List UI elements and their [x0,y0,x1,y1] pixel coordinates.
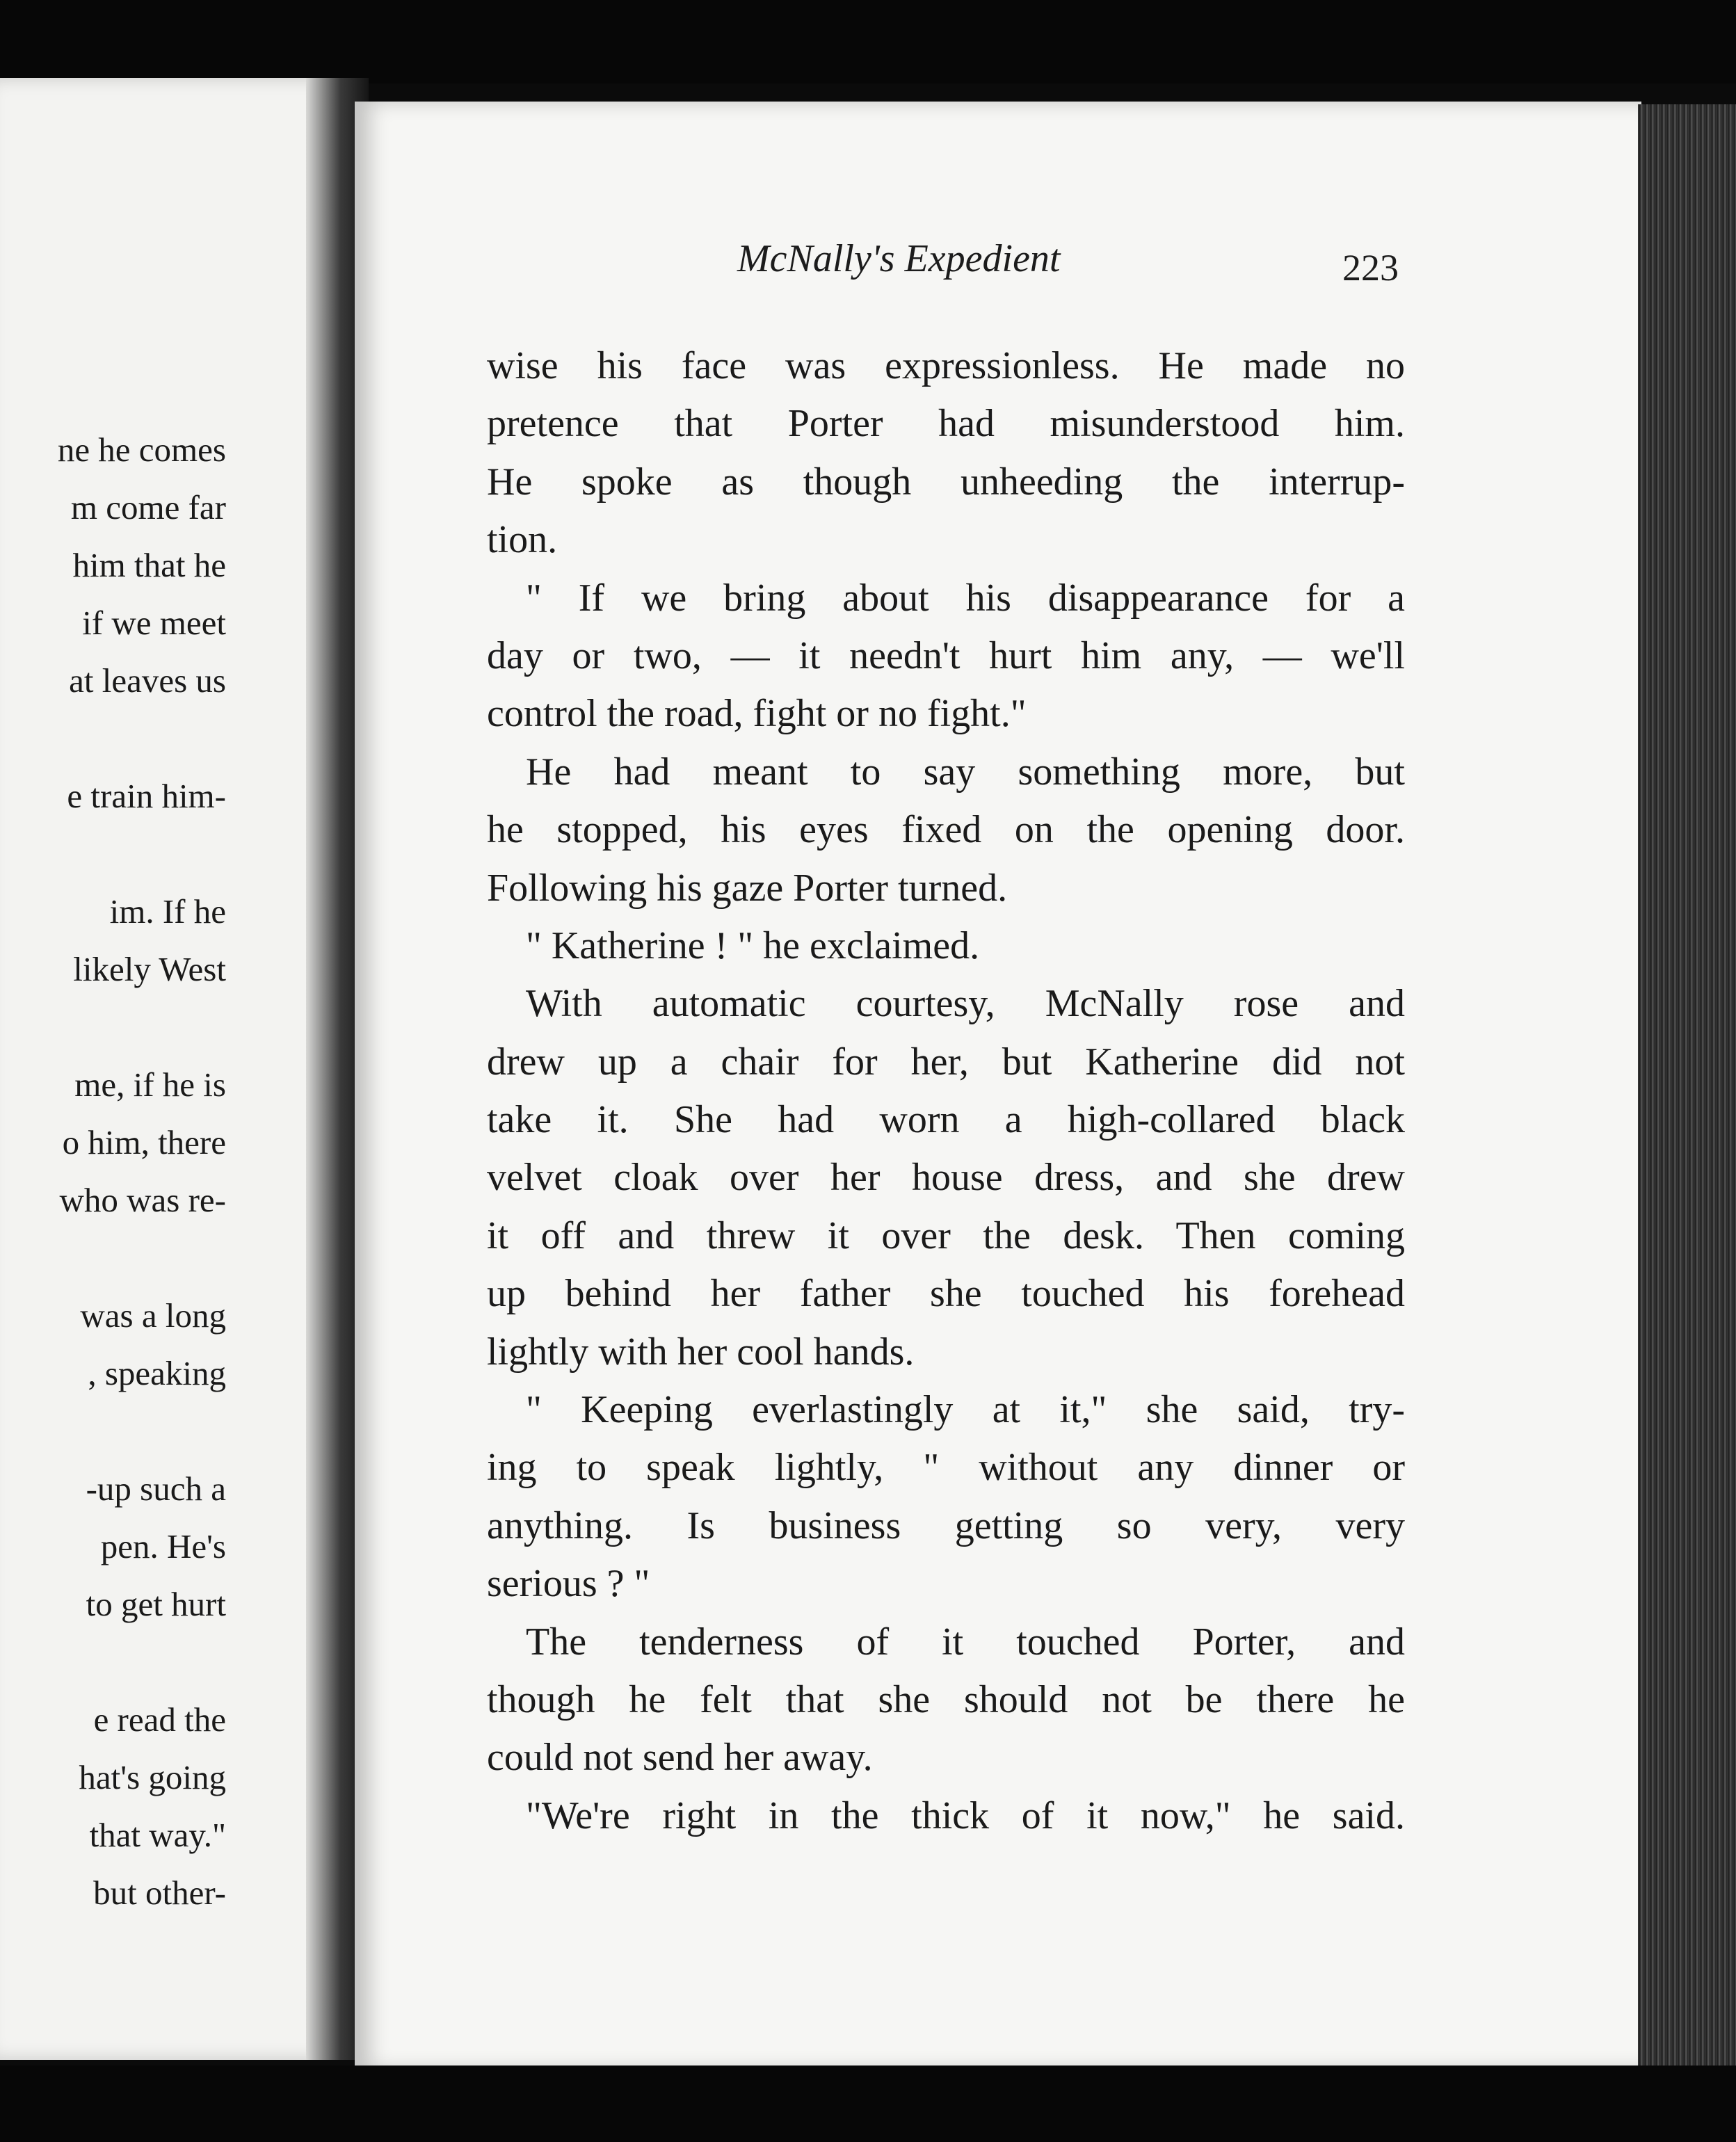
body-text-line: though he felt that she should not be there he [487,1677,1405,1721]
body-text-line: lightly with her cool hands. [487,1330,915,1374]
body-text-line: up behind her father she touched his forehead [487,1272,1405,1316]
body-text-line: " Keeping everlastingly at it," she said, try- [526,1388,1405,1432]
body-text-line: tion. [487,518,558,562]
left-page-line: at leaves us [69,661,226,700]
body-text-line: could not send her away. [487,1736,873,1780]
left-page-line: -up such a [86,1469,226,1508]
body-text-line: "We're right in the thick of it now," he said. [526,1794,1405,1837]
running-head: McNally's Expedient [737,237,1061,280]
left-page-line: that way." [89,1816,226,1854]
body-text-line: He spoke as though unheeding the interrup- [487,460,1405,504]
body-text-line: velvet cloak over her house dress, and she drew [487,1156,1405,1200]
left-page-line: , speaking [88,1354,226,1392]
body-text-line: He had meant to say something more, but [526,750,1405,794]
left-page-line [58,709,226,767]
body-text-line: take it. She had worn a high-collared black [487,1098,1405,1142]
body-text-line: anything. Is business getting so very, very [487,1504,1405,1547]
body-text-line: control the road, fight or no fight." [487,692,1027,736]
left-page-line [58,1402,226,1460]
body-text-line: drew up a chair for her, but Katherine did not [487,1040,1405,1084]
left-page-line: was a long [80,1296,226,1335]
left-page-line: m come far [70,488,226,526]
left-page-line: e train him- [67,777,226,815]
left-page-line [58,998,226,1056]
left-page-line: him that he [72,546,226,584]
left-page-line: pen. He's [100,1527,226,1565]
left-page-line [58,825,226,883]
body-text-line: Following his gaze Porter turned. [487,866,1008,910]
body-text-line: ing to speak lightly, " without any dinner or [487,1446,1405,1490]
scan-background-top [0,0,1736,83]
left-page-line [58,1229,226,1287]
scan-background-bottom [0,2066,1736,2142]
left-page-line: to get hurt [86,1585,226,1623]
body-text-line: it off and threw it over the desk. Then coming [487,1214,1405,1257]
body-text-line: serious ? " [487,1562,650,1606]
left-page-line: e read the [93,1700,226,1739]
body-text-line: With automatic courtesy, McNally rose and [526,982,1405,1026]
page-number: 223 [1342,247,1399,289]
body-text-line: The tenderness of it touched Porter, and [526,1620,1405,1664]
left-page-line: o him, there [62,1123,226,1161]
left-page-line: if we meet [82,604,226,642]
left-page-line [58,1633,226,1691]
left-page-line: but other- [93,1874,226,1912]
left-page-line: ne he comes [57,430,226,469]
body-text-line: " Katherine ! " he exclaimed. [526,924,980,967]
left-page-text [58,421,226,1922]
left-page [0,78,341,2060]
body-text-line: wise his face was expressionless. He made no [487,344,1405,387]
left-page-line: hat's going [79,1758,226,1796]
body-text-line: pretence that Porter had misunderstood him. [487,402,1405,446]
left-page-line: who was re- [59,1181,226,1219]
body-text-line: he stopped, his eyes fixed on the opening door. [487,808,1405,852]
right-page-body-text [487,337,1405,1845]
left-page-line: me, if he is [74,1065,226,1104]
left-page-line: likely West [73,950,226,988]
page-edges [1638,104,1736,2066]
body-text-line: day or two, — it needn't hurt him any, — we'll [487,634,1405,677]
body-text-line: " If we bring about his disappearance for a [526,576,1405,620]
left-page-line: im. If he [109,892,226,931]
